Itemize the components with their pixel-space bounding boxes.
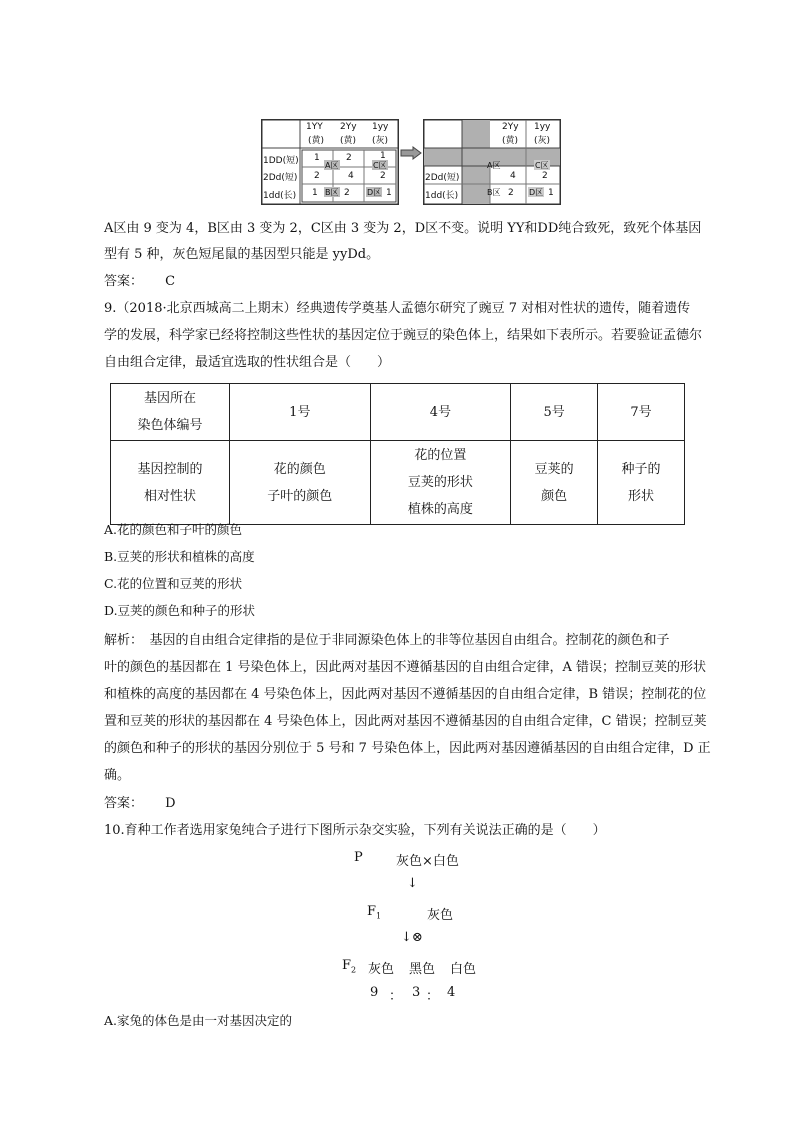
cell-text: 相对性状 <box>143 488 196 504</box>
q10-question: 10.育种工作者选用家兔纯合子进行下图所示杂交实验，下列有关说法正确的是（ ） <box>104 823 606 838</box>
pl-row3: 1dd(长) <box>263 191 297 201</box>
f2-phenotype: 白色 <box>450 962 477 977</box>
table-header-cell <box>111 384 230 441</box>
pr-cell: 4 <box>510 171 516 181</box>
pr-row1: 2Dd(短) <box>425 173 460 183</box>
cell-text: 种子的 <box>621 461 661 477</box>
answer-label: 答案： <box>104 274 144 289</box>
f1-subscript: 1 <box>376 911 382 921</box>
ratio-separator: ： <box>389 989 403 1004</box>
q9-option-b: B.豆荚的形状和植株的高度 <box>104 549 255 564</box>
ratio-value: 4 <box>447 985 456 1000</box>
q10-option-a: A.家兔的体色是由一对基因决定的 <box>104 1013 293 1028</box>
cross-f1-label <box>367 904 381 921</box>
down-arrow-icon: ↓ <box>407 876 418 891</box>
table-header-cell: 5号 <box>511 384 598 441</box>
f2-subscript: 2 <box>351 965 357 975</box>
pl-col1b: (黄) <box>308 136 325 146</box>
pr-zone-a: A区 <box>487 161 501 170</box>
pl-col3b: (灰) <box>372 136 389 146</box>
pl-zone-a: A区 <box>325 161 339 170</box>
para1-line2: 型有 5 种，灰色短尾鼠的基因型只能是 yyDd。 <box>104 247 380 262</box>
cell-text: 基因控制的 <box>137 461 203 477</box>
table-header-cell: 4号 <box>370 384 511 441</box>
pl-zone-d: D区 <box>367 188 382 197</box>
pl-row2: 2Dd(短) <box>263 173 298 183</box>
pl-row1: 1DD(短) <box>263 156 299 166</box>
pl-cell: 2 <box>344 188 350 198</box>
pl-cell: 1 <box>312 188 318 198</box>
q9-option-c: C.花的位置和豆荚的形状 <box>104 576 243 591</box>
f1-letter: F <box>367 904 377 919</box>
punnett-left <box>261 119 399 205</box>
cell-text: 植株的高度 <box>407 502 473 517</box>
pr-cell: 1 <box>548 188 554 198</box>
q9-line3: 自由组合定律，最适宜选取的性状组合是（ ） <box>104 355 391 370</box>
pl-cell: 1 <box>380 151 386 161</box>
cell-text: 颜色 <box>541 488 568 504</box>
explanation-line3: 和植株的高度的基因都在 4 号染色体上，因此两对基因不遵循基因的自由组合定律，B 错误；控制花的位 <box>104 687 707 702</box>
q9-option-a: A.花的颜色和子叶的颜色 <box>104 522 243 537</box>
explanation-line2: 叶的颜色的基因都在 1 号染色体上，因此两对基因不遵循基因的自由组合定律，A 错误；控制豆荚的形状 <box>104 660 707 675</box>
right-arrow-icon <box>400 146 422 160</box>
f2-phenotype: 黑色 <box>409 962 436 977</box>
pr-col1: 2Yy <box>502 122 519 132</box>
explanation-line5: 的颜色和种子的形状的基因分别位于 5 号和 7 号染色体上，因此两对基因遵循基因的自由组合定律，D 正 <box>104 741 711 756</box>
pl-cell: 2 <box>346 153 352 163</box>
cross-f2-label <box>342 958 356 975</box>
pl-col2b: (黄) <box>340 136 357 146</box>
q9-line1: 9.（2018·北京西城高二上期末）经典遗传学奠基人孟德尔研究了豌豆 7 对相对性状的遗传，随着遗传 <box>104 301 691 316</box>
cross-p-value: 灰色×白色 <box>396 854 459 869</box>
ratio-value: 3 <box>412 985 421 1000</box>
explanation-line4: 置和豆荚的形状的基因都在 4 号染色体上，因此两对基因不遵循基因的自由组合定律，C 错误；控制豆荚 <box>104 714 707 729</box>
q9-line2: 学的发展，科学家已经将控制这些性状的基因定位于豌豆的染色体上，结果如下表所示。若要验证孟德尔 <box>104 328 703 343</box>
pr-col1b: (黄) <box>502 136 519 146</box>
selfing-arrow-icon: ↓⊗ <box>401 930 423 945</box>
punnett-right <box>423 119 561 205</box>
cell-text: 形状 <box>628 488 655 504</box>
answer-value: C <box>165 274 176 289</box>
f2-letter: F <box>342 958 352 973</box>
cross-p-label: P <box>354 850 363 865</box>
f2-phenotype: 灰色 <box>368 962 395 977</box>
table-row <box>111 441 685 525</box>
explanation-line1: 解析： 基因的自由组合定律指的是位于非同源染色体上的非等位基因自由组合。控制花的颜色和子 <box>104 633 670 648</box>
cross-f1-value: 灰色 <box>427 908 454 923</box>
pr-zone-d: D区 <box>529 188 544 197</box>
table-cell <box>230 441 371 525</box>
pr-zone-c: C区 <box>535 161 549 170</box>
pl-cell: 2 <box>314 171 320 181</box>
pr-zone-b: B区 <box>487 188 501 197</box>
pl-col3: 1yy <box>372 122 389 132</box>
table-cell <box>111 441 230 525</box>
pl-cell: 2 <box>380 171 386 181</box>
pl-zone-c: C区 <box>373 161 387 170</box>
cell-text: 豆荚的形状 <box>407 475 473 490</box>
cell-text: 基因所在 <box>143 391 196 406</box>
table-cell <box>511 441 598 525</box>
pr-col2b: (灰) <box>534 136 551 146</box>
answer-value: D <box>165 796 176 811</box>
cell-text: 花的颜色 <box>273 461 326 477</box>
table-header-cell: 1号 <box>230 384 371 441</box>
pl-cell: 4 <box>348 171 354 181</box>
cell-text: 染色体编号 <box>137 418 203 433</box>
ratio-value: 9 <box>370 985 379 1000</box>
table-row <box>111 384 685 441</box>
pr-cell: 2 <box>508 188 514 198</box>
answer-line-1 <box>104 273 694 290</box>
answer-line-2 <box>104 795 694 812</box>
table-cell <box>598 441 685 525</box>
cell-text: 豆荚的 <box>534 461 574 477</box>
pl-zone-b: B区 <box>325 188 339 197</box>
cell-text: 花的位置 <box>414 448 467 463</box>
pr-col2: 1yy <box>534 122 551 132</box>
explanation-line6: 确。 <box>104 768 131 783</box>
ratio-separator: ： <box>426 989 440 1004</box>
pl-col2: 2Yy <box>340 122 357 132</box>
pl-cell: 1 <box>314 153 320 163</box>
pr-cell: 2 <box>542 171 548 181</box>
answer-label: 答案： <box>104 796 144 811</box>
para1-line1: A区由 9 变为 4，B区由 3 变为 2，C区由 3 变为 2，D区不变。说明 YY和DD纯合致死，致死个体基因 <box>104 221 702 236</box>
cell-text: 子叶的颜色 <box>267 488 333 504</box>
pr-row2: 1dd(长) <box>425 191 459 201</box>
gene-location-table <box>110 383 685 525</box>
pl-cell: 1 <box>386 188 392 198</box>
q9-option-d: D.豆荚的颜色和种子的形状 <box>104 603 256 618</box>
pl-col1: 1YY <box>306 122 323 132</box>
table-header-cell: 7号 <box>598 384 685 441</box>
table-cell <box>370 441 511 525</box>
